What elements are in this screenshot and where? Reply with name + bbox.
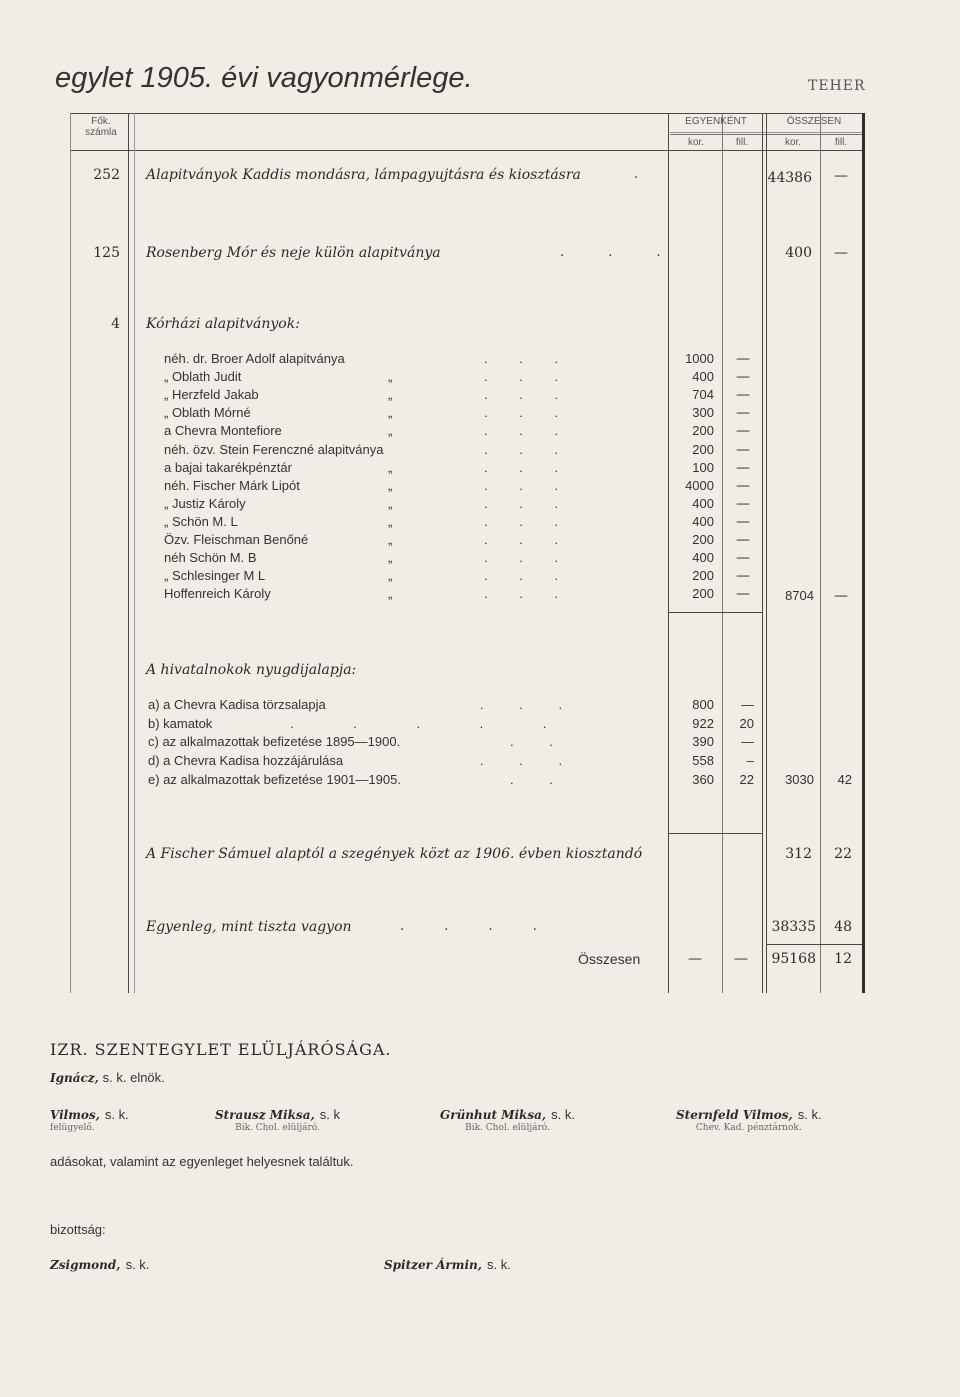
item-name: a) a Chevra Kadisa törzsalapja (148, 697, 326, 712)
committee-signer: Spitzer Ármin, s. k. (384, 1257, 511, 1272)
item-fill: — (736, 586, 750, 603)
signer-role: Chev. Kad. pénztárnok. (695, 1123, 802, 1133)
item-fill: — (736, 477, 750, 494)
item-fill: — (736, 441, 750, 458)
item-name: Özv. Fleischman Benőné (164, 532, 309, 547)
item-kor: 704 (692, 387, 714, 403)
item-name: „ Schön M. L (164, 513, 238, 529)
item-name: néh Schön M. B (164, 550, 257, 566)
total-kor: 400 (785, 245, 812, 261)
item-name: „ Oblath Judit (164, 369, 242, 385)
row-text: Alapitványok Kaddis mondásra, lámpagyujtásra és kiosztásra (146, 167, 581, 183)
ditto-mark: „ (388, 513, 393, 529)
item-dots: . . . (484, 477, 573, 493)
total-kor: 44386 (767, 170, 812, 186)
item-dots: . . . (484, 459, 573, 475)
total-fill: 22 (834, 846, 852, 862)
total-kor: 38335 (771, 919, 816, 935)
item-kor: 800 (692, 697, 714, 712)
header-osszesen: ÖSSZESEN (786, 116, 842, 127)
item-dots: . . . (484, 550, 573, 566)
signer-role: Bik. Chol. elüljáró. (235, 1123, 320, 1133)
item-dots: . . (510, 734, 569, 750)
item-kor: 200 (692, 568, 714, 584)
item-dots: . . . (484, 423, 573, 439)
item-dots: . . . (484, 532, 573, 547)
row-dots: . . . . (400, 919, 555, 934)
ditto-mark: „ (388, 568, 393, 584)
org-name: IZR. SZENTEGYLET ELÜLJÁRÓSÁGA. (50, 1040, 392, 1059)
total-fill: 42 (837, 771, 852, 787)
ditto-mark: „ (388, 423, 393, 439)
ditto-mark: „ (388, 369, 393, 385)
item-kor: 200 (692, 586, 714, 602)
total-label: Összesen (578, 951, 641, 967)
item-name: néh. özv. Stein Ferenczné alapitványa (164, 441, 384, 457)
signer: Vilmos, s. k. felügyelő. (50, 1107, 129, 1133)
president-name: Ignácz, (50, 1071, 99, 1085)
header-fill-2: fill. (834, 137, 848, 148)
item-name: néh. Fischer Márk Lipót (164, 477, 300, 493)
ditto-mark: „ (388, 586, 393, 602)
row-text: Kórházi alapitványok: (146, 316, 300, 332)
total-kor: 312 (785, 846, 812, 862)
signer-role: felügyelő. (50, 1123, 95, 1133)
item-name: b) kamatok (148, 715, 213, 731)
item-name: „ Oblath Mórné (164, 405, 251, 421)
signer: Sternfeld Vilmos, s. k. Chev. Kad. pénztárnok. (676, 1107, 822, 1133)
item-kor: 400 (692, 369, 714, 385)
item-fill: 20 (739, 715, 754, 731)
row-text: A Fischer Sámuel alaptól a szegények közt az 1906. évben kiosztandó (146, 846, 643, 862)
item-dots: . . . (484, 369, 573, 385)
item-fill: — (736, 568, 750, 585)
signer: Grünhut Miksa, s. k. Bik. Chol. elüljáró. (440, 1107, 575, 1133)
item-fill: — (736, 513, 750, 530)
item-fill: — (736, 550, 750, 567)
account-number: 125 (93, 245, 120, 261)
ditto-mark: „ (388, 405, 393, 421)
item-fill: — (736, 423, 750, 440)
item-name: néh. dr. Broer Adolf alapitványa (164, 351, 345, 366)
item-dots: . . . (484, 441, 573, 457)
total-kor: 95168 (771, 951, 816, 967)
item-dots: . . . . . (290, 715, 575, 731)
item-fill: — (736, 369, 750, 386)
side-label: TEHER (808, 78, 866, 94)
item-kor: 300 (692, 405, 714, 421)
item-name: a bajai takarékpénztár (164, 459, 292, 475)
item-fill: — (741, 697, 754, 712)
item-kor: 200 (692, 423, 714, 439)
row-text: Egyenleg, mint tiszta vagyon (146, 919, 352, 935)
item-dots: . . . (484, 387, 573, 403)
president (50, 1070, 165, 1085)
item-name: e) az alkalmazottak befizetése 1901—1905. (148, 771, 401, 787)
account-number: 4 (111, 316, 120, 332)
ditto-mark: „ (388, 459, 393, 475)
item-fill: — (736, 387, 750, 404)
total-fill: — (834, 168, 848, 184)
item-name: c) az alkalmazottak befizetése 1895—1900. (148, 734, 401, 750)
item-fill: — (736, 459, 750, 476)
item-fill: — (736, 405, 750, 422)
item-kor: 100 (692, 459, 714, 475)
total-fill: — (834, 245, 848, 261)
item-name: „ Schlesinger M L (164, 568, 266, 584)
header-kor-2: kor. (784, 137, 802, 148)
item-kor: 400 (692, 495, 714, 511)
header-fill-1: fill. (735, 137, 749, 148)
pension-heading: A hivatalnokok nyugdijalapja: (146, 662, 357, 678)
total-kor: 3030 (785, 771, 814, 787)
header-kor-1: kor. (687, 137, 705, 148)
item-dots: . . . (484, 568, 573, 584)
item-kor: 360 (692, 771, 714, 787)
item-dots: . . . (484, 351, 573, 366)
ditto-mark: „ (388, 477, 393, 493)
item-kor: 1000 (685, 351, 714, 366)
total-fill: 48 (834, 919, 852, 935)
item-kor: 558 (692, 753, 714, 769)
item-dots: . . . (484, 586, 573, 602)
item-fill: — (736, 495, 750, 512)
item-fill: — (741, 734, 754, 750)
item-kor: 200 (692, 441, 714, 457)
header-account: Fők. számla (85, 116, 117, 138)
item-fill: – (746, 753, 754, 769)
total-kor: 8704 (785, 588, 814, 604)
item-name: a Chevra Montefiore (164, 423, 282, 439)
ditto-mark: „ (388, 387, 393, 403)
item-fill: 22 (739, 771, 754, 787)
row-dots: . (634, 167, 639, 182)
item-name: Hoffenreich Károly (164, 586, 271, 602)
item-kor: 400 (692, 513, 714, 529)
item-dots: . . . (480, 697, 579, 712)
page-title: egylet 1905. évi vagyonmérlege. (55, 62, 473, 94)
committee-label: bizottság: (50, 1222, 106, 1237)
ditto-mark: „ (388, 532, 393, 547)
signer-role: Bik. Chol. elüljáró. (465, 1123, 550, 1133)
row-dots: . . . (560, 245, 681, 260)
item-dots: . . . (484, 513, 573, 529)
committee-signer: Zsigmond, s. k. (50, 1257, 150, 1272)
signer: Strausz Miksa, s. k Bik. Chol. elüljáró. (215, 1107, 340, 1133)
audit-text: adásokat, valamint az egyenleget helyesnek találtuk. (50, 1154, 354, 1169)
ditto-mark: „ (388, 495, 393, 511)
header-egyenkent: EGYENKÉNT (685, 116, 747, 127)
item-fill: — (736, 351, 750, 367)
item-name: d) a Chevra Kadisa hozzájárulása (148, 753, 344, 769)
total-fill: 12 (834, 951, 852, 967)
total-dash-fill: — (734, 951, 748, 967)
ditto-mark: „ (388, 550, 393, 566)
item-dots: . . . (484, 495, 573, 511)
item-dots: . . . (480, 753, 579, 769)
item-dots: . . (510, 771, 569, 787)
item-kor: 200 (692, 532, 714, 547)
item-dots: . . . (484, 405, 573, 421)
account-number: 252 (93, 167, 120, 183)
president-role: s. k. elnök. (102, 1070, 165, 1085)
item-kor: 922 (692, 715, 714, 731)
total-dash-kor: — (688, 951, 702, 967)
item-name: „ Herzfeld Jakab (164, 387, 259, 403)
item-kor: 390 (692, 734, 714, 750)
item-kor: 400 (692, 550, 714, 566)
item-kor: 4000 (685, 477, 714, 493)
row-text: Rosenberg Mór és neje külön alapitványa (146, 245, 441, 261)
total-fill: — (834, 588, 848, 605)
item-fill: — (736, 532, 750, 548)
item-name: „ Justiz Károly (164, 495, 246, 511)
